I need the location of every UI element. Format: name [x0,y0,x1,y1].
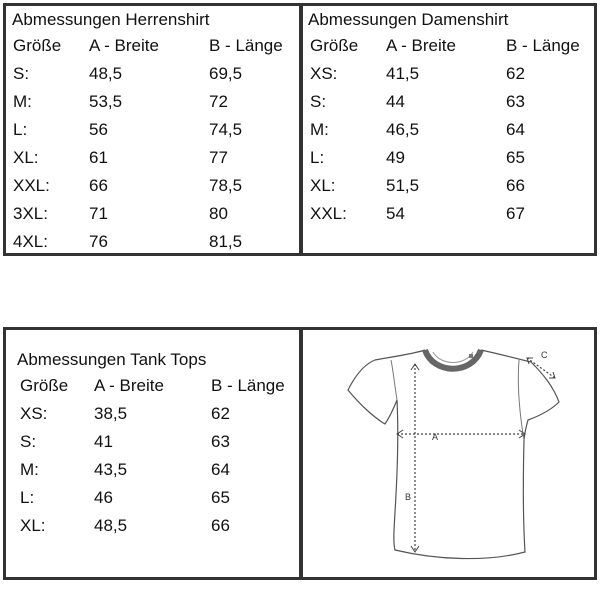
table-row [6,460,299,484]
header-length: B - Länge [209,36,283,55]
size-cell: XL: [310,176,336,195]
size-cell: L: [20,488,35,507]
header-width: A - Breite [89,36,159,55]
size-cell: M: [20,460,39,479]
size-cell: M: [310,120,329,139]
width-cell: 38,5 [94,404,128,423]
size-cell: XL: [20,516,46,535]
tank-header-row [6,376,299,400]
tshirt-measurement-diagram-icon [303,330,594,577]
label-c: C [541,350,548,360]
length-cell: 62 [506,64,525,83]
width-cell: 53,5 [89,92,123,111]
table-row [6,404,299,428]
size-cell: S: [13,64,30,83]
width-cell: 76 [89,232,108,251]
width-cell: 54 [386,204,405,223]
length-cell: 67 [506,204,525,223]
table-row [6,488,299,512]
length-cell: 66 [506,176,525,195]
size-cell: XXL: [310,204,347,223]
length-cell: 63 [506,92,525,111]
length-cell: 66 [211,516,230,535]
length-cell: 65 [506,148,525,167]
table-row [6,232,299,256]
width-cell: 48,5 [94,516,128,535]
header-width: A - Breite [94,376,164,395]
table-row [6,120,299,144]
table-row [303,120,594,144]
length-cell: 64 [506,120,525,139]
damen-header-row [303,36,594,60]
header-length: B - Länge [506,36,580,55]
size-cell: S: [310,92,327,111]
length-cell: 81,5 [209,232,243,251]
table-row [303,92,594,116]
tank-size-table [3,327,302,580]
tshirt-outline [348,350,559,559]
width-cell: 49 [386,148,405,167]
herren-table-title: Abmessungen Herrenshirt [12,10,210,29]
table-row [303,64,594,88]
width-cell: 46,5 [386,120,420,139]
table-row [6,432,299,456]
tshirt-diagram-panel [300,327,597,580]
damen-table-title: Abmessungen Damenshirt [308,10,509,29]
table-row [6,204,299,228]
table-row [6,148,299,172]
header-size: Größe [13,36,62,55]
width-cell: 43,5 [94,460,128,479]
width-cell: 44 [386,92,405,111]
herren-header-row [6,36,299,60]
herren-size-table [3,3,302,256]
size-cell: XS: [310,64,338,83]
size-cell: XL: [13,148,39,167]
header-size: Größe [310,36,359,55]
label-a: A [432,432,439,442]
table-row [303,204,594,228]
size-cell: XS: [20,404,48,423]
length-cell: 62 [211,404,230,423]
header-size: Größe [20,376,69,395]
width-cell: 71 [89,204,108,223]
tank-table-title: Abmessungen Tank Tops [17,350,207,369]
length-cell: 72 [209,92,228,111]
width-cell: 51,5 [386,176,420,195]
width-cell: 66 [89,176,108,195]
length-cell: 65 [211,488,230,507]
size-cell: XXL: [13,176,50,195]
width-cell: 41,5 [386,64,420,83]
size-cell: L: [13,120,28,139]
width-cell: 46 [94,488,113,507]
damen-size-table [300,3,597,256]
length-cell: 78,5 [209,176,243,195]
table-row [6,64,299,88]
label-b: B [405,492,412,502]
length-cell: 74,5 [209,120,243,139]
table-row [6,176,299,200]
label-tag [469,354,473,358]
size-cell: L: [310,148,325,167]
header-length: B - Länge [211,376,285,395]
size-cell: M: [13,92,32,111]
size-cell: 3XL: [13,204,48,223]
length-cell: 80 [209,204,228,223]
size-cell: 4XL: [13,232,48,251]
table-row [6,92,299,116]
table-row [303,148,594,172]
width-cell: 56 [89,120,108,139]
length-cell: 77 [209,148,228,167]
length-cell: 69,5 [209,64,243,83]
size-cell: S: [20,432,37,451]
header-width: A - Breite [386,36,456,55]
length-cell: 64 [211,460,230,479]
width-cell: 41 [94,432,113,451]
table-row [303,176,594,200]
width-cell: 61 [89,148,108,167]
width-cell: 48,5 [89,64,123,83]
length-cell: 63 [211,432,230,451]
table-row [6,516,299,540]
